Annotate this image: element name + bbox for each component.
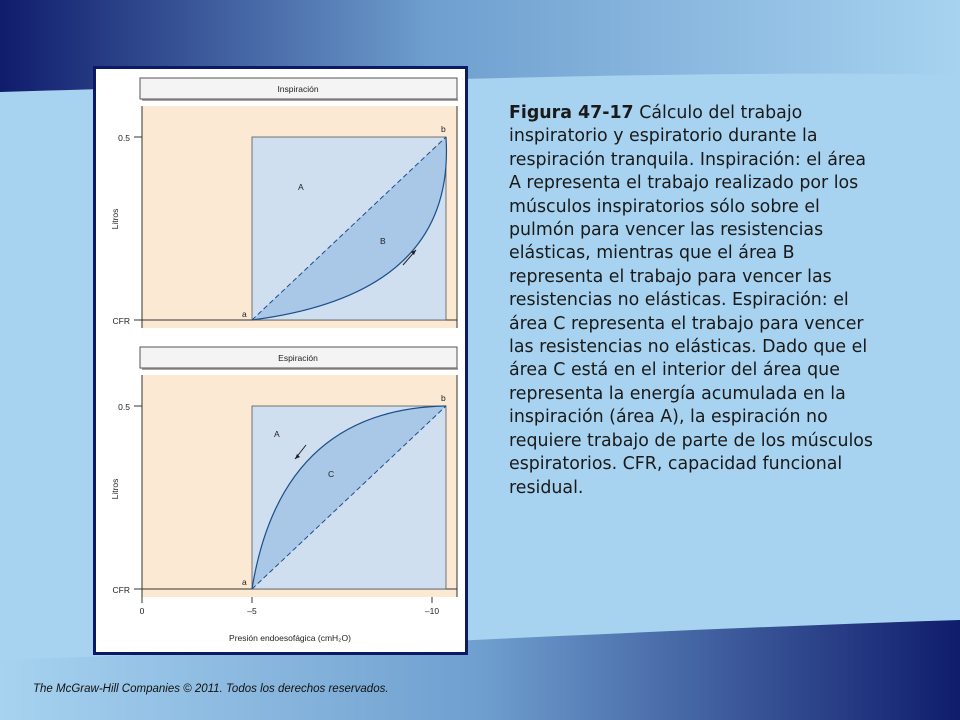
x-tick-minus-10: –10 [424, 606, 440, 616]
figure-frame [93, 66, 468, 655]
inspiration-area-a-label: A [298, 182, 304, 192]
expiration-y-axis-label: Litros [110, 478, 120, 500]
expiration-area-a-label: A [274, 429, 280, 439]
inspiration-y-axis-label: Litros [110, 208, 120, 230]
copyright-footer: The McGraw-Hill Companies © 2011. Todos los derechos reservados. [33, 683, 389, 695]
expiration-y-tick-top: 0.5 [118, 402, 130, 412]
inspiration-point-a: a [242, 309, 247, 319]
expiration-point-b: b [441, 393, 446, 403]
expiration-y-tick-bottom: CFR [112, 585, 130, 595]
inspiration-point-b: b [441, 124, 446, 134]
caption-text: Cálculo del trabajo inspiratorio y espiratorio durante la respiración tranquila. Inspiración: el área A representa el trabajo realizado por los músculos inspiratorios sólo sobre el pulmón para vencer las resistencias elásticas, mientras que el área B representa el trabajo para vencer las resistencias no elásticas. Espiración: el área C representa el trabajo para vencer las resistencias no elásticas. Dado que el área C está en el interior del área que representa la energía acumulada en la inspiración (área A), la espiración no requiere trabajo de parte de los músculos espiratorios. CFR, capacidad funcional residual. [509, 103, 873, 498]
expiration-title: Espiración [278, 353, 318, 363]
x-axis-label: Presión endoesofágica (cmH₂O) [229, 633, 351, 643]
expiration-point-a: a [242, 577, 247, 587]
x-tick-minus-5: –5 [247, 606, 257, 616]
inspiration-title: Inspiración [277, 84, 319, 94]
inspiration-area-b-label: B [380, 236, 386, 246]
figure-caption [509, 102, 881, 500]
x-tick-0: 0 [139, 606, 145, 616]
inspiration-y-tick-bottom: CFR [112, 316, 130, 326]
expiration-panel [110, 347, 458, 643]
expiration-area-c-label: C [328, 469, 335, 479]
respiratory-work-diagram [96, 69, 465, 652]
inspiration-y-tick-top: 0.5 [118, 133, 130, 143]
inspiration-panel [110, 78, 458, 328]
caption-label: Figura 47-17 [509, 103, 634, 123]
